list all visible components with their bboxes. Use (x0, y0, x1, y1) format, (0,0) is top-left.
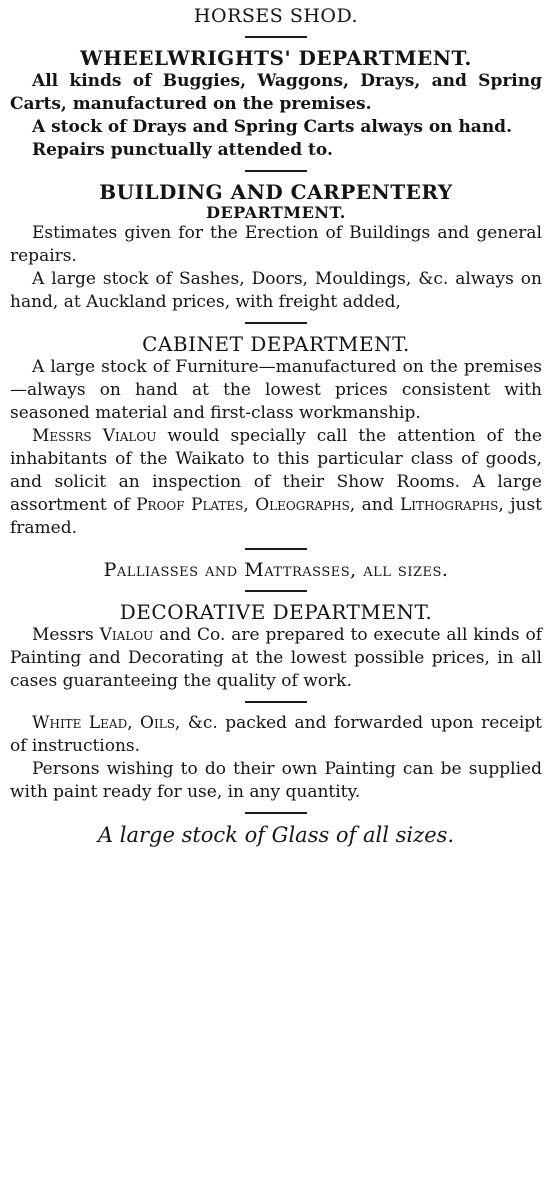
vialou-name: Vialou (99, 625, 154, 646)
white-lead-oils-text: White Lead, Oils, (32, 713, 181, 734)
divider-rule (245, 322, 307, 324)
proof-plates-text: Proof Plates (136, 495, 244, 516)
separator-text: , (243, 495, 256, 516)
building-section (10, 181, 542, 314)
vialou-name: Messrs Vialou (32, 426, 157, 447)
cabinet-paragraph-2 (10, 425, 542, 540)
cabinet-paragraph-1: A large stock of Furniture—manufactured on the premises—always on hand at the lowest prices consistent with seasoned material and first-class workmanship. (10, 357, 542, 424)
divider-rule (245, 590, 307, 592)
building-paragraph-1: Estimates given for the Erection of Buildings and general repairs. (10, 223, 542, 267)
lithographs-text: Lithographs (400, 495, 499, 516)
divider-rule (245, 812, 307, 814)
cabinet-paragraph-2-tail: , just framed. (10, 495, 543, 539)
wheelwrights-paragraph-3: Repairs punctually attended to. (32, 139, 333, 160)
decorative-heading: DECORATIVE DEPARTMENT. (119, 600, 433, 625)
decorative-paragraph-body: and Co. are prepared to execute all kinds of Painting and Decorating at the lowest possible prices, in all cases guaranteeing the quality of work. (10, 625, 542, 692)
white-lead-section (10, 712, 542, 804)
cabinet-section (10, 333, 542, 540)
cabinet-heading: CABINET DEPARTMENT. (142, 332, 410, 357)
palliasses-line: Palliasses and Mattrasses, all sizes. (103, 559, 449, 582)
white-lead-paragraph-2: Persons wishing to do their own Painting can be supplied with paint ready for use, in any quantity. (10, 759, 542, 803)
divider-rule (245, 36, 307, 38)
oleographs-text: Oleographs (255, 495, 350, 516)
decorative-section (10, 601, 542, 693)
wheelwrights-paragraph-1: All kinds of Buggies, Waggons, Drays, and Spring Carts, manufactured on the premises. (10, 70, 542, 114)
divider-rule (245, 170, 307, 172)
cabinet-paragraph-2-body: would specially call the attention of the inhabitants of the Waikato to this particular class of goods, and solicit an inspection of their Show Rooms. A large assortment of (10, 426, 542, 516)
glass-line: A large stock of Glass of all sizes. (97, 823, 455, 848)
building-heading: BUILDING AND CARPENTERY (99, 179, 453, 204)
wheelwrights-heading: WHEELWRIGHTS' DEPARTMENT. (80, 45, 472, 70)
building-paragraph-2: A large stock of Sashes, Doors, Mouldings, &c. always on hand, at Auckland prices, with freight added, (10, 269, 542, 313)
divider-rule (245, 701, 307, 703)
building-subheading: DEPARTMENT. (206, 202, 346, 222)
white-lead-paragraph-1 (10, 712, 542, 758)
divider-rule (245, 548, 307, 550)
decorative-paragraph-lead: Messrs (32, 625, 100, 646)
wheelwrights-section (10, 47, 542, 162)
horses-shod-heading: HORSES SHOD. (193, 5, 359, 27)
decorative-paragraph (10, 624, 542, 693)
wheelwrights-paragraph-2: A stock of Drays and Spring Carts always on hand. (32, 116, 512, 137)
white-lead-paragraph-1-body: &c. packed and forwarded upon receipt of instructions. (10, 713, 542, 757)
separator-text: , and (349, 495, 401, 516)
